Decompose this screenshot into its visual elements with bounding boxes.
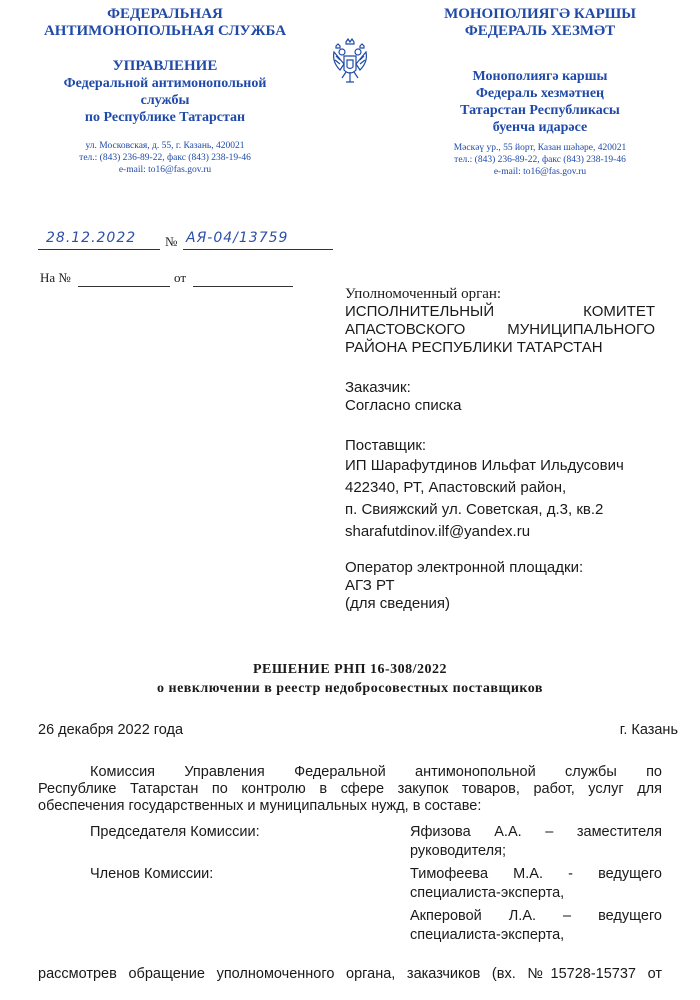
authority-name-line3: РАЙОНА РЕСПУБЛИКИ ТАТАРСТАН [345,339,603,356]
decision-subtitle: о невключении в реестр недобросовестных поставщиков [157,681,543,696]
supplier-label: Поставщик: [345,437,427,454]
outgoing-reference [38,230,338,252]
body-paragraph1-line1: Комиссия Управления Федеральной антимонопольной службы по [90,764,662,780]
body-paragraph1-line2: Республике Татарстан по контролю в сфере закупок товаров, работ, услуг для [38,781,662,797]
operator-label: Оператор электронной площадки: [345,559,584,576]
decision-date: 26 декабря 2022 года [38,722,184,738]
customer-value: Согласно списка [345,397,462,414]
department-line4: по Республике Татарстан [84,110,246,125]
authority-name-line1: ИСПОЛНИТЕЛЬНЫЙ КОМИТЕТ [345,303,655,320]
chair-value-line1: Яфизова А.А. – заместителя [410,824,662,840]
authority-name-line2: АПАСТОВСКОГО МУНИЦИПАЛЬНОГО [345,321,655,338]
incoming-reference [40,270,340,292]
outgoing-number: АЯ-04/13759 [186,230,289,246]
chair-label: Председателя Комиссии: [90,824,260,840]
department-line1: УПРАВЛЕНИЕ [112,58,218,74]
coat-of-arms-icon [330,38,370,86]
supplier-email[interactable]: sharafutdinov.ilf@yandex.ru [345,523,531,540]
decision-body [38,764,662,815]
address-line2: тел.: (843) 236-89-22, факс (843) 238-19-46 [79,153,251,163]
outgoing-number-sign: № [165,234,178,249]
operator-note: (для сведения) [345,595,450,612]
supplier-name: ИП Шарафутдинов Ильфат Ильдусович [345,457,624,474]
address-line1: ул. Московская, д. 55, г. Казань, 420021 [85,141,245,151]
members-label: Членов Комиссии: [90,866,214,882]
body-paragraph1-line3: обеспечения государственных и муниципальных нужд, в составе: [38,798,482,814]
agency-title-line1: ФЕДЕРАЛЬНАЯ [107,6,223,22]
body-paragraph2-line1: рассмотрев обращение уполномоченного органа, заказчиков (вх. №15728-15737 от [38,966,662,982]
agency-title-line2: АНТИМОНОПОЛЬНАЯ СЛУЖБА [43,23,287,39]
operator-value: АГЗ РТ [345,577,395,594]
department-line2: Федеральной антимонопольной [63,76,267,91]
decision-city: г. Казань [619,722,678,738]
header-right [395,6,685,178]
supplier-address-line1: 422340, РТ, Апастовский район, [345,479,567,496]
customer-label: Заказчик: [345,379,411,396]
member1-line2: специалиста-эксперта, [410,885,565,901]
department-tatar-line3: Татарстан Республикасы [460,103,620,118]
department-tatar-line1: Монополиягә каршы [472,69,608,84]
department-line3: службы [140,93,190,108]
recipients-block [345,285,655,613]
incoming-number-label: На № [40,270,71,285]
agency-title-tatar-line1: МОНОПОЛИЯГӘ КАРШЫ [444,6,636,22]
department-tatar-line2: Федераль хезмәтнең [475,86,605,101]
supplier-address-line2: п. Свияжский ул. Советская, д.3, кв.2 [345,501,604,518]
authority-label: Уполномоченный орган: [345,286,502,302]
address-tatar-line2: тел.: (843) 236-89-22, факс (843) 238-19-46 [454,155,626,165]
member2-line2: специалиста-эксперта, [410,927,565,943]
outgoing-date: 28.12.2022 [46,230,137,246]
address-tatar-line3: e-mail: to16@fas.gov.ru [493,167,587,177]
decision-title: РЕШЕНИЕ РНП 16-308/2022 [252,662,448,677]
commission-composition [38,824,662,964]
agency-title-tatar-line2: ФЕДЕРАЛЬ ХЕЗМӘТ [464,23,616,39]
incoming-from-label: от [174,270,187,285]
address-tatar-line1: Мәскәү ур., 55 йорт, Казан шәһәре, 420021 [453,143,627,153]
chair-value-line2: руководителя; [410,843,506,859]
header-left [20,6,310,176]
department-tatar-line4: буенча идарәсе [492,120,588,135]
member2-line1: Акперовой Л.А. – ведущего [410,908,662,924]
address-line3: e-mail: to16@fas.gov.ru [118,165,212,175]
member1-line1: Тимофеева М.А. - ведущего [410,866,662,882]
